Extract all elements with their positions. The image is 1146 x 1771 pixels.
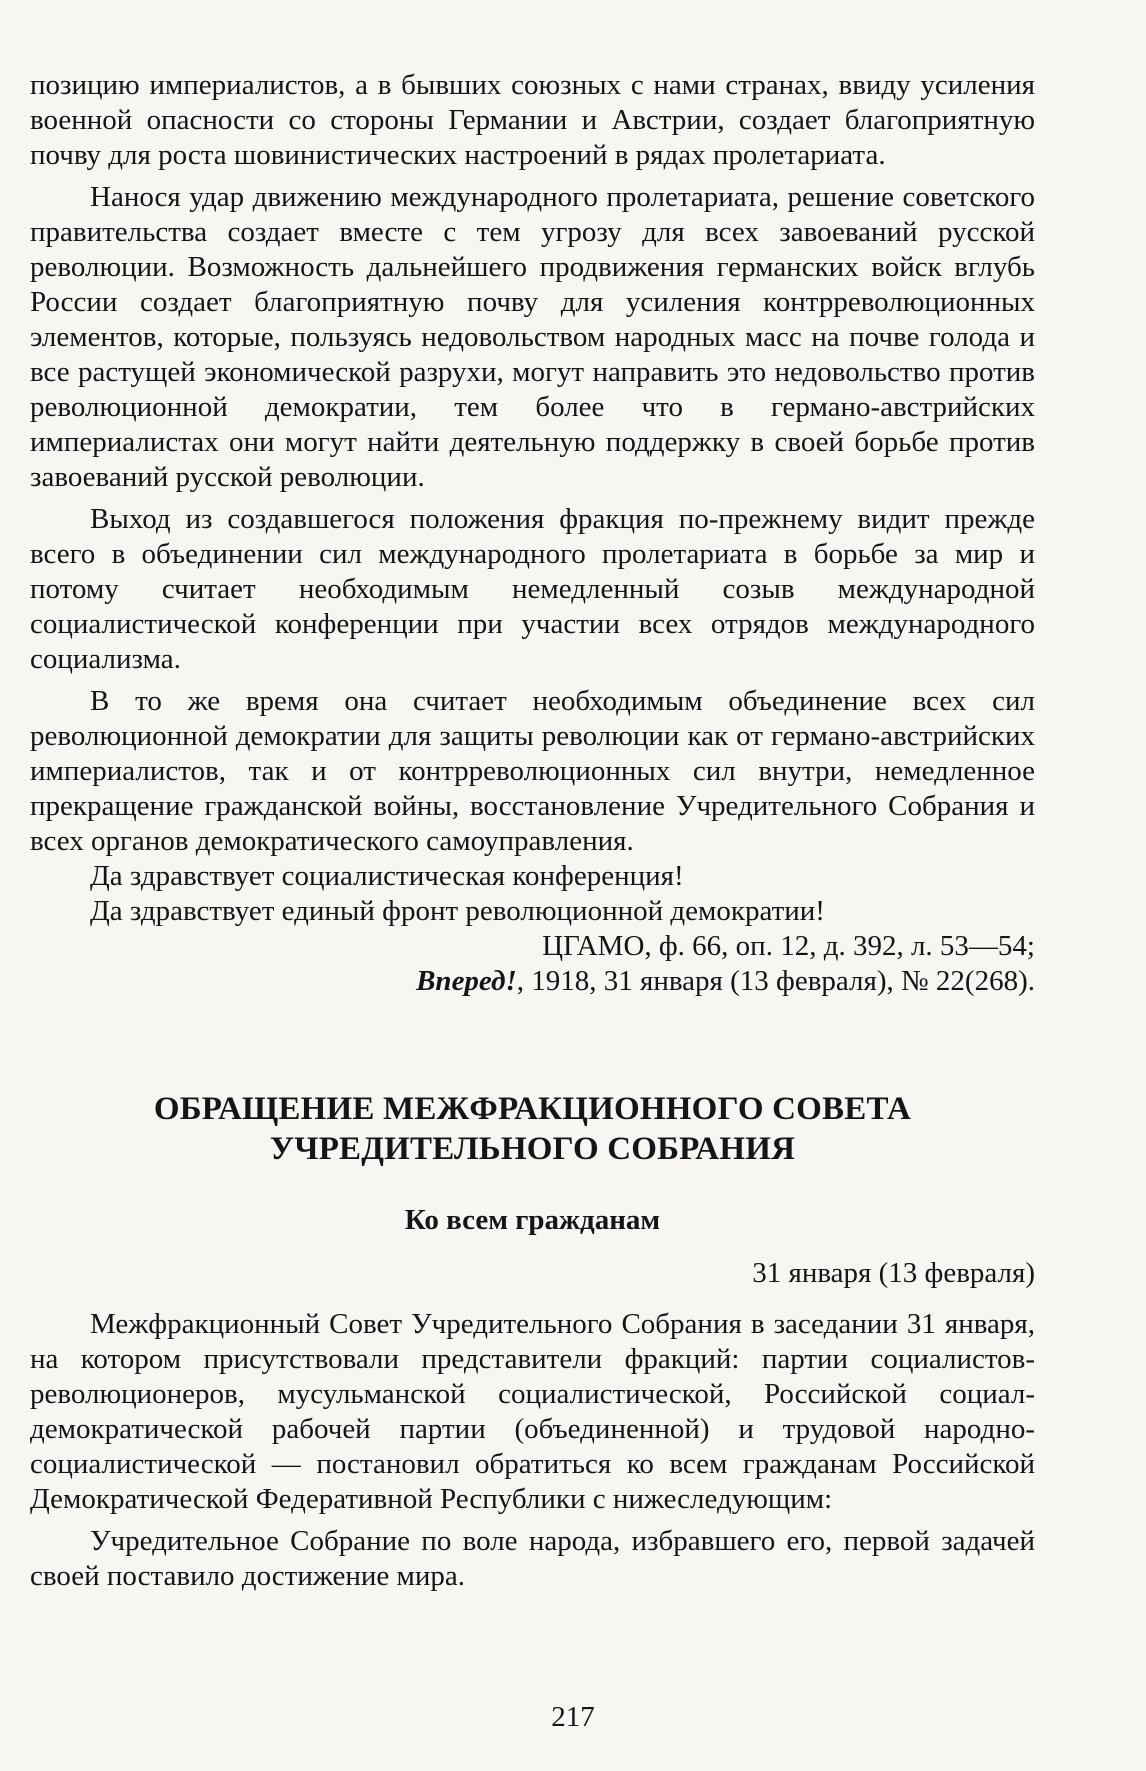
newspaper-source [30, 964, 1035, 999]
page-number: 217 [551, 1701, 595, 1733]
slogan-line: Да здравствует социалистическая конференция! [90, 860, 684, 892]
dateline: 31 января (13 февраля) [752, 1257, 1035, 1289]
heading-line: УЧРЕДИТЕЛЬНОГО СОБРАНИЯ [269, 1131, 796, 1167]
newspaper-title: Вперед! [416, 965, 517, 997]
paragraph: Учредительное Собрание по воле народа, избравшего его, первой задачей своей поставило достижение мира. [30, 1525, 1035, 1592]
paragraph: Нанося удар движению международного пролетариата, решение советского правительства создает вместе с тем угрозу для всех завоеваний русской революции. Возможность дальнейшего продвижения германских войск вглубь России создает благоприятную почву для усиления контрреволюционных элементов, которые, пользуясь недовольством народных масс на почве голода и все растущей экономической разрухи, могут направить это недовольство против революционной демократии, тем более что в германо-австрийских империалистах они могут найти деятельную поддержку в своей борьбе против завоеваний русской революции. [30, 181, 1035, 493]
section-subheading: Ко всем гражданам [404, 1204, 661, 1236]
paragraph: В то же время она считает необходимым объединение всех сил революционной демократии для защиты революции как от германо-австрийских империалистов, так и от контрреволюционных сил внутри, немедленное прекращение гражданской войны, восстановление Учредительного Собрания и всех органов демократического самоуправления. [30, 685, 1035, 857]
slogan-line: Да здравствует единый фронт революционной демократии! [90, 895, 825, 927]
paragraph: Межфракционный Совет Учредительного Собрания в заседании 31 января, на котором присутствовали представители фракций: партии социалистов-революционеров, мусульманской социалистической, Российской социал-демократической рабочей партии (объединенной) и трудовой народно-социалистической — постановил обратиться ко всем гражданам Российской Демократической Федеративной Республики с нижеследующим: [30, 1308, 1035, 1515]
paragraph: Выход из создавшегося положения фракция по-прежнему видит прежде всего в объединении сил международного пролетариата в борьбе за мир и потому считает необходимым немедленный созыв международной социалистической конференции при участии всех отрядов международного социализма. [30, 503, 1035, 675]
document-page [30, 68, 1035, 1594]
paragraph: позицию империалистов, а в бывших союзных с нами странах, ввиду усиления военной опасности со стороны Германии и Австрии, создает благоприятную почву для роста шовинистических настроений в рядах пролетариата. [30, 69, 1035, 171]
newspaper-details: , 1918, 31 января (13 февраля), № 22(268). [516, 965, 1035, 997]
section-heading [30, 1089, 1035, 1169]
heading-line: ОБРАЩЕНИЕ МЕЖФРАКЦИОННОГО СОВЕТА [153, 1091, 912, 1127]
archive-source: ЦГАМО, ф. 66, оп. 12, д. 392, л. 53—54; [542, 930, 1035, 962]
